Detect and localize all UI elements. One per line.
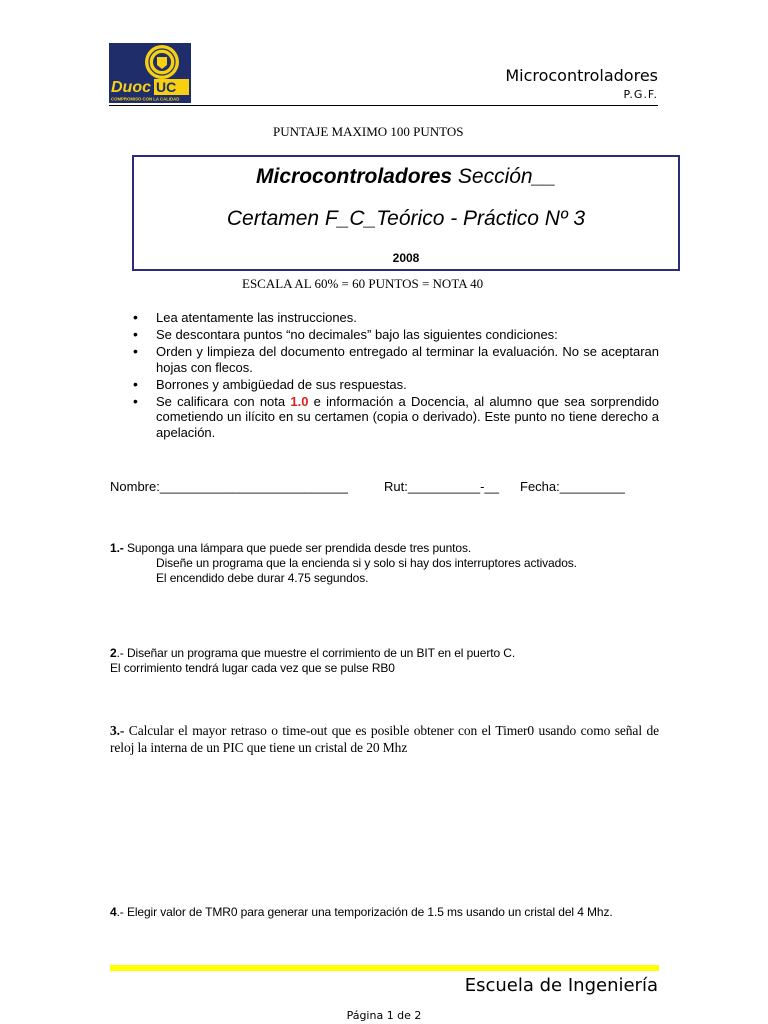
rut-field[interactable]: Rut:__________-__: [384, 479, 499, 494]
footer-bar: [110, 965, 659, 971]
header-subtitle: P.G.F.: [623, 88, 658, 101]
question-3: 3.- Calcular el mayor retraso o time-out que es posible obtener con el Timer0 usando como señal de reloj la interna de un PIC que tiene un cristal de 20 Mhz: [110, 723, 659, 755]
header-rule: [109, 105, 658, 106]
failing-grade: 1.0: [290, 393, 309, 409]
duoc-uc-logo: [109, 43, 191, 103]
footer-school: Escuela de Ingeniería: [464, 975, 658, 996]
instructions-list: [133, 310, 659, 442]
question-2: 2.- Diseñar un programa que muestre el corrimiento de un BIT en el puerto C. El corrimiento tendrá lugar cada vez que se pulse RB0: [110, 646, 516, 675]
exam-year: 2008: [392, 251, 420, 265]
exam-title-line2: Certamen F_C_Teórico - Práctico Nº 3: [226, 207, 586, 230]
course-header: Microcontroladores: [505, 66, 658, 85]
page-number: Página 1 de 2: [346, 1009, 422, 1022]
svg-text:UC: UC: [156, 79, 177, 95]
max-score-label: PUNTAJE MAXIMO 100 PUNTOS: [273, 124, 464, 139]
svg-text:COMPROMISO CON LA CALIDAD: COMPROMISO CON LA CALIDAD: [111, 96, 180, 102]
question-1: 1.- Suponga una lámpara que puede ser prendida desde tres puntos. Diseñe un programa que la encienda si y solo si hay dos interruptores activados. El encendido debe durar 4.75 segundos.: [110, 541, 577, 585]
instruction-item: • Se calificara con nota 1.0 e información a Docencia, al alumno que sea sorprendido cometiendo un ilícito en su certamen (copia o derivado). Este punto no tiene derecho a apelación.: [133, 394, 659, 441]
grading-scale: ESCALA AL 60% = 60 PUNTOS = NOTA 40: [242, 276, 484, 291]
instruction-item: • Borrones y ambigüedad de sus respuestas.: [133, 377, 659, 393]
instruction-item: • Se descontara puntos “no decimales” bajo las siguientes condiciones:: [133, 327, 659, 343]
question-4: 4.- Elegir valor de TMR0 para generar una temporización de 1.5 ms usando un cristal del 4 Mhz.: [110, 905, 613, 919]
date-field[interactable]: Fecha:_________: [520, 479, 625, 494]
instruction-item: • Orden y limpieza del documento entregado al terminar la evaluación. No se aceptaran hojas con flecos.: [133, 344, 659, 375]
exam-title-box: [132, 155, 680, 271]
exam-title-line1: Microcontroladores Sección__: [256, 165, 556, 188]
svg-text:Duoc: Duoc: [111, 79, 151, 96]
instruction-item: • Lea atentamente las instrucciones.: [133, 310, 659, 326]
name-field[interactable]: Nombre:__________________________: [110, 479, 348, 494]
